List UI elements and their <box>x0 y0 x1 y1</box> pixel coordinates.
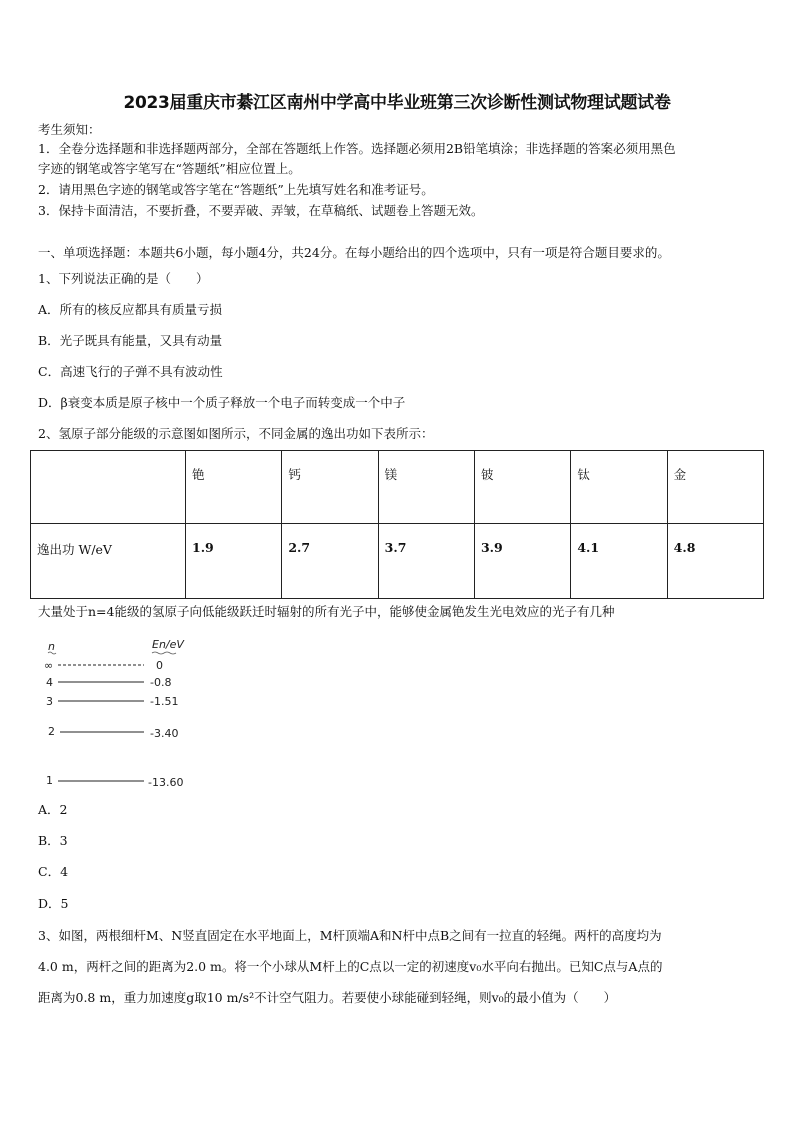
level-3-e: -1.51 <box>150 695 179 708</box>
table-cell-cesium: 1.9 <box>186 524 282 599</box>
q1-option-a: A．所有的核反应都具有质量亏损 <box>38 302 223 317</box>
table-header-row <box>31 451 764 524</box>
level-inf-n: ∞ <box>44 659 54 672</box>
level-inf-e: 0 <box>156 659 163 672</box>
level-4-n: 4 <box>46 676 53 689</box>
energy-level-svg <box>38 636 208 796</box>
notice-heading: 考生须知： <box>38 122 101 137</box>
table-header-beryllium: 铍 <box>474 451 570 524</box>
table-cell-gold: 4.8 <box>667 524 763 599</box>
level-1-n: 1 <box>46 774 53 787</box>
table-row-label: 逸出功 W/eV <box>31 524 186 599</box>
q2-question: 大量处于n=4能级的氢原子向低能级跃迁时辐射的所有光子中，能够使金属铯发生光电效应的光子有几种 <box>38 604 615 619</box>
notice-item-3: 3．保持卡面清洁，不要折叠，不要弄破、弄皱，在草稿纸、试题卷上答题无效。 <box>38 203 484 218</box>
q3-line-3: 距离为0.8 m，重力加速度g取10 m/s²不计空气阻力。若要使小球能碰到轻绳，则v₀的最小值为（ ） <box>38 990 617 1005</box>
q1-option-d: D．β衰变本质是原子核中一个质子释放一个电子而转变成一个中子 <box>38 395 406 410</box>
table-value-row <box>31 524 764 599</box>
section-heading: 一、单项选择题：本题共6小题，每小题4分，共24分。在每小题给出的四个选项中，只有一项是符合题目要求的。 <box>38 245 670 260</box>
table-cell-calcium: 2.7 <box>282 524 378 599</box>
energy-level-diagram <box>38 636 208 796</box>
level-3-n: 3 <box>46 695 53 708</box>
table-header-titanium: 钛 <box>571 451 667 524</box>
work-function-table <box>30 450 764 599</box>
notice-item-2: 2．请用黑色字迹的钢笔或答字笔在“答题纸”上先填写姓名和准考证号。 <box>38 182 434 197</box>
table-header-magnesium: 镁 <box>378 451 474 524</box>
level-1-e: -13.60 <box>148 776 184 789</box>
exam-title: 2023届重庆市綦江区南州中学高中毕业班第三次诊断性测试物理试题试卷 <box>123 93 671 113</box>
q3-line-2: 4.0 m，两杆之间的距离为2.0 m。将一个小球从M杆上的C点以一定的初速度v₀水平向右抛出。已知C点与A点的 <box>38 959 663 974</box>
table-header-cesium: 铯 <box>186 451 282 524</box>
table-cell-magnesium: 3.7 <box>378 524 474 599</box>
q2-option-b: B．3 <box>38 833 68 848</box>
q1-option-b: B．光子既具有能量，又具有动量 <box>38 333 223 348</box>
level-2-e: -3.40 <box>150 727 179 740</box>
diagram-energy-label: En/eV <box>152 638 184 651</box>
table-header-gold: 金 <box>667 451 763 524</box>
notice-item-1-cont: 字迹的钢笔或答字笔写在“答题纸”相应位置上。 <box>38 161 301 176</box>
q1-stem: 1、下列说法正确的是（ ） <box>38 271 209 286</box>
q2-option-c: C．4 <box>38 864 69 879</box>
table-cell-beryllium: 3.9 <box>474 524 570 599</box>
table-cell-titanium: 4.1 <box>571 524 667 599</box>
level-4-e: -0.8 <box>150 676 172 689</box>
diagram-n-label: n <box>48 640 55 653</box>
q2-option-d: D．5 <box>38 896 69 911</box>
level-2-n: 2 <box>48 725 55 738</box>
q2-stem: 2、氢原子部分能级的示意图如图所示，不同金属的逸出功如下表所示： <box>38 426 434 441</box>
notice-item-1: 1．全卷分选择题和非选择题两部分，全部在答题纸上作答。选择题必须用2B铅笔填涂；非选择题的答案必须用黑色 <box>38 141 676 156</box>
q1-option-c: C．高速飞行的子弹不具有波动性 <box>38 364 223 379</box>
table-header-empty <box>31 451 186 524</box>
q3-line-1: 3、如图，两根细杆M、N竖直固定在水平地面上，M杆顶端A和N杆中点B之间有一拉直的轻绳。两杆的高度均为 <box>38 928 662 943</box>
table-header-calcium: 钙 <box>282 451 378 524</box>
q2-option-a: A．2 <box>38 802 68 817</box>
